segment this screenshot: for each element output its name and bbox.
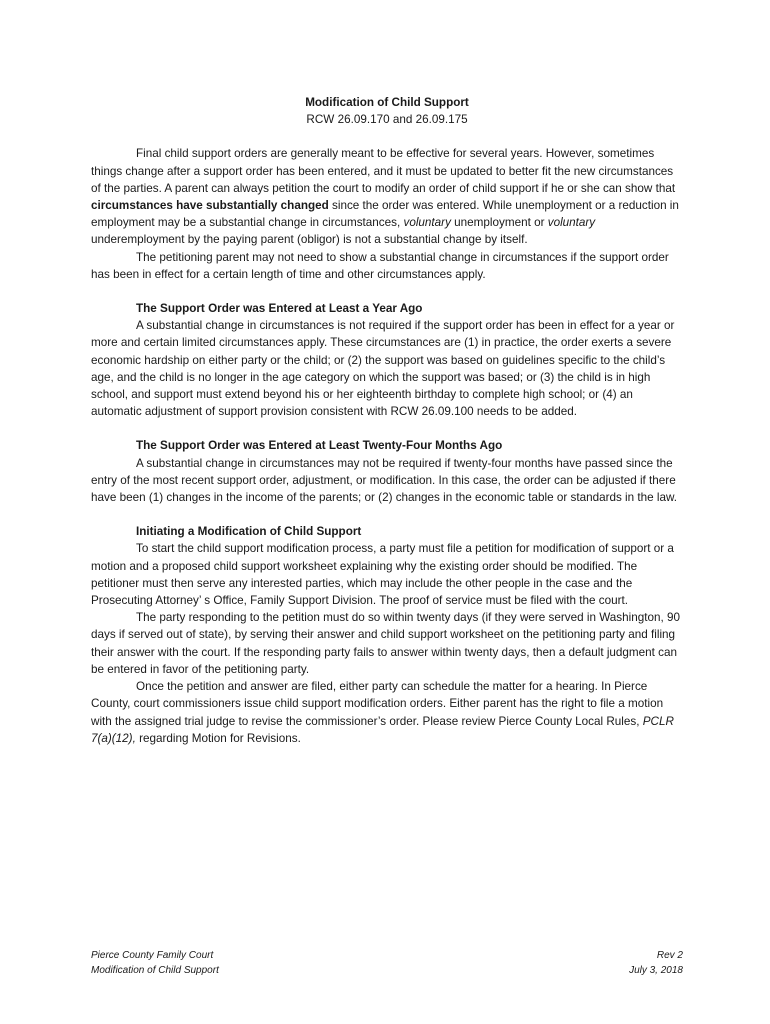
initiating-paragraph-2: The party responding to the petition must do so within twenty days (if they were served in Washington, 90 days if served out of state), by serving their answer and child support worksheet on the petitioning party and filing their answer with the court. If the responding party fails to answer within twenty days, then a default judgment can be entered in favor of the petitioning party. xyxy=(91,611,680,676)
document-title: Modification of Child Support xyxy=(305,96,469,109)
section-body-twenty-four-months: A substantial change in circumstances may not be required if twenty-four months have passed since the entry of the most recent support order, adjustment, or modification. In this case, the order can be adjusted if there have been (1) changes in the income of the parents; or (2) changes in the economic table or standards in the law. xyxy=(91,456,678,505)
document-body xyxy=(91,94,683,747)
intro-paragraph-2: The petitioning parent may not need to show a substantial change in circumstances if the support order has been in effect for a certain length of time and other circumstances apply. xyxy=(91,250,669,281)
emphasis-substantial-change: circumstances have substantially changed xyxy=(91,199,329,213)
initiating-paragraph-1: To start the child support modification process, a party must file a petition for modification of support or a motion and a proposed child support worksheet explaining why the existing order should be modified. The petitioner must then serve any interested parties, which may include the other people in the case and the Prosecuting Attorney’ s Office, Family Support Division. The proof of service must be filed with the court. xyxy=(91,542,674,608)
section-heading-one-year: The Support Order was Entered at Least a Year Ago xyxy=(136,302,423,316)
document-citation: RCW 26.09.170 and 26.09.175 xyxy=(306,113,468,127)
footer-right xyxy=(629,948,683,978)
section-heading-twenty-four-months: The Support Order was Entered at Least Twenty-Four Months Ago xyxy=(136,439,503,453)
footer-revision: Rev 2 xyxy=(656,950,683,961)
footer-left xyxy=(91,948,219,978)
intro-paragraph-1: Final child support orders are generally meant to be effective for several years. However, sometimes things change after a support order has been entered, and it must be updated to better fit the new circumstances of the parties. A parent can always petition the court to modify an order of child support if he or she can show that circumstances have substantially changed since the order was entered. While unemployment or a reduction in employment may be a substantial change in circumstances, voluntary unemployment or voluntary underemployment by the paying parent (obligor) is not a substantial change by itself. xyxy=(91,147,679,247)
page-footer xyxy=(91,948,683,978)
footer-document-name: Modification of Child Support xyxy=(91,965,219,976)
section-body-one-year: A substantial change in circumstances is not required if the support order has been in effect for a year or more and certain limited circumstances apply. These circumstances are (1) in practice, the order exerts a severe economic hardship on either party or the child; or (2) the support was based on guidelines specific to the child’s age, and the child is no longer in the age category on which the support was based; or (3) the child is in high school, and support must extend beyond his or her eighteenth birthday to complete high school; or (4) an automatic adjustment of support provision consistent with RCW 26.09.100 needs to be added. xyxy=(91,319,675,419)
footer-court-name: Pierce County Family Court xyxy=(91,950,214,961)
section-heading-initiating: Initiating a Modification of Child Support xyxy=(136,525,362,539)
rule-citation: PCLR 7(a)(12), xyxy=(91,714,674,745)
initiating-paragraph-3: Once the petition and answer are filed, either party can schedule the matter for a hearing. In Pierce County, court commissioners issue child support modification orders. Either parent has the right to file a motion with the assigned trial judge to revise the commissioner’s order. Please review Pierce County Local Rules, PCLR 7(a)(12), regarding Motion for Revisions. xyxy=(91,680,674,745)
footer-date: July 3, 2018 xyxy=(629,965,683,976)
